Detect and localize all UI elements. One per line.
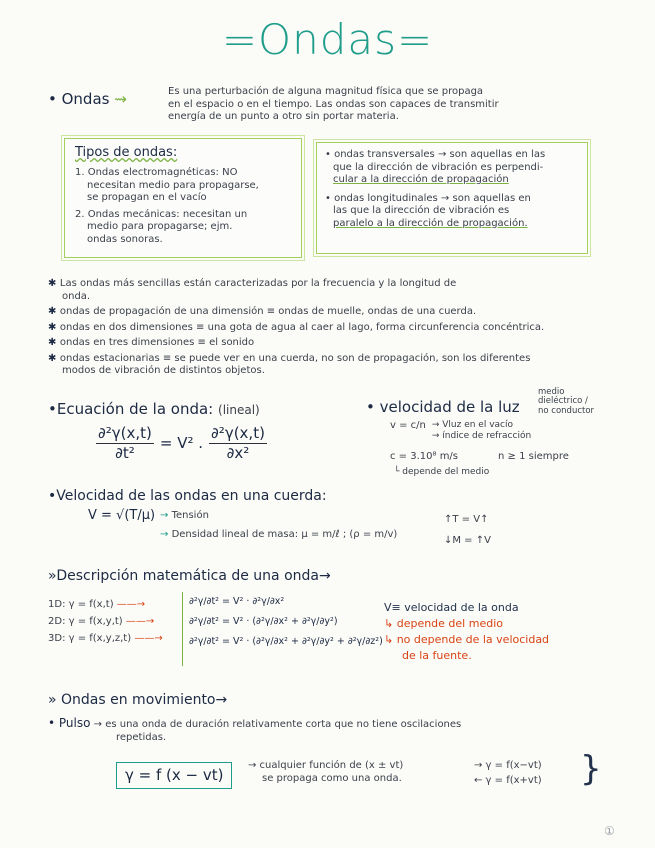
cuerda-densidad: → Densidad lineal de masa: μ = m/ℓ ; (ρ = m/v)	[160, 528, 398, 540]
desc-1d-text: 1D: γ = f(x,t)	[48, 599, 114, 610]
wave-eq-lhs-den: ∂t²	[115, 443, 135, 462]
descripcion-dims	[48, 596, 163, 647]
luz-note-1: medio	[538, 387, 565, 397]
direction-right: → γ = f(x−vt)	[474, 760, 542, 771]
tipos-item-2-line-2: medio para propagarse; ejm.	[87, 221, 233, 233]
intro-line-3: energía de un punto a otro sin portar materia.	[168, 111, 399, 122]
star-item-3-text: ondas en dos dimensiones ≡ una gota de agua al caer al lago, forma circunferencia concéntrica.	[59, 321, 545, 333]
wave-equation	[96, 424, 267, 463]
star-item-3	[48, 322, 608, 335]
cuerda-labels	[160, 510, 397, 541]
luz-formula-row	[390, 420, 569, 443]
cuerda-relations	[444, 514, 491, 547]
tipos-ondas-title: Tipos de ondas:	[75, 145, 178, 160]
pulso-def-2: repetidas.	[116, 731, 167, 743]
ecuacion-heading-text: •Ecuación de la onda:	[48, 400, 214, 418]
intro-definition	[168, 86, 608, 124]
luz-n-cond: n ≥ 1 siempre	[498, 450, 569, 462]
luz-heading: • velocidad de la luz	[366, 398, 520, 416]
intro-label	[48, 90, 127, 109]
intro-label-text: • Ondas	[48, 90, 110, 108]
desc-eq-3: ∂²γ/∂t² = V² · (∂²γ/∂x² + ∂²γ/∂y² + ∂²γ/∂z²)	[189, 635, 383, 647]
pulso-formula-box: γ = f (x − vt)	[116, 762, 232, 789]
intro-line-1: Es una perturbación de alguna magnitud física que se propaga	[168, 86, 484, 97]
tipos-item-1-line-1: 1. Ondas electromagnéticas: NO	[75, 167, 238, 179]
star-item-2-text: ondas de propagación de una dimensión ≡ ondas de muelle, ondas de una cuerda.	[59, 306, 477, 317]
desc-eq-1: ∂²γ/∂t² = V² · ∂²γ/∂x²	[189, 596, 285, 607]
luz-values-row	[390, 451, 569, 464]
wave-eq-rhs-num: ∂²γ(x,t)	[211, 424, 265, 442]
page-title: =Ondas=	[221, 15, 434, 64]
desc-eq-2: ∂²γ/∂t² = V² · (∂²γ/∂x² + ∂²γ/∂y²)	[189, 615, 338, 627]
star-list	[48, 278, 608, 378]
movimiento-heading: » Ondas en movimiento→	[48, 692, 228, 708]
wave-eq-lhs-num: ∂²γ(x,t)	[98, 424, 152, 442]
star-item-1-text: Las ondas más sencillas están caracterizadas por la frecuencia y la longitud de	[59, 278, 457, 289]
pulso-desc-2: se propaga como una onda.	[262, 772, 402, 784]
asterisk-icon: ✱	[48, 306, 60, 317]
luz-depende: └ depende del medio	[394, 467, 490, 477]
ecuacion-sub: (lineal)	[218, 403, 260, 417]
ecuacion-heading	[48, 400, 260, 419]
asterisk-icon: ✱	[48, 352, 60, 364]
luz-c-label: → Vluz en el vacío	[431, 420, 514, 430]
velocidad-onda-notes	[384, 600, 549, 664]
transversales-box	[316, 142, 588, 254]
pulso-label: • Pulso	[48, 716, 91, 730]
luz-formula-block	[390, 420, 569, 478]
luz-n-label: → índice de refracción	[431, 431, 532, 442]
luz-note-3: no conductor	[538, 405, 595, 416]
squiggle-arrow-icon: ⇝	[114, 90, 127, 108]
cuerda-rel-2: ↓M = ↑V	[444, 534, 491, 546]
desc-3d-text: 3D: γ = f(x,y,z,t)	[48, 633, 132, 644]
transversal-line-2: que la dirección de vibración es perpendi-	[333, 161, 544, 173]
star-item-5-cont: modos de vibración de distintos objetos.	[62, 365, 265, 376]
longitudinal-def	[325, 193, 579, 231]
desc-2d-text: 2D: γ = f(x,y,t)	[48, 616, 123, 627]
pulso-def-1: → es una onda de duración relativamente corta que no tiene oscilaciones	[93, 719, 462, 730]
desc-3d: 3D: γ = f(x,y,z,t) ——→	[48, 633, 163, 644]
velocidad-onda-nodepende-1: ↳ no depende de la velocidad	[384, 632, 550, 646]
tipos-item-2-line-1: 2. Ondas mecánicas: necesitan un	[75, 208, 248, 220]
luz-c-value: c = 3.10⁸ m/s	[390, 450, 459, 462]
desc-1d: 1D: γ = f(x,t) ——→	[48, 599, 146, 610]
star-item-1	[48, 278, 608, 291]
star-item-2	[48, 306, 608, 319]
direction-formulas	[474, 758, 542, 788]
cuerda-tension-text: Tensión	[171, 510, 209, 521]
tipos-item-2	[75, 209, 291, 247]
transversal-line-1: • ondas transversales → son aquellas en las	[325, 149, 546, 160]
tipos-item-1-line-3: se propagan en el vacío	[87, 192, 207, 204]
cuerda-rel-1: ↑T = V↑	[444, 514, 489, 525]
desc-2d: 2D: γ = f(x,y,t) ——→	[48, 616, 155, 627]
asterisk-icon: ✱	[48, 321, 60, 333]
cuerda-mu-eq: μ = m/ℓ ; (ρ = m/v)	[301, 528, 398, 540]
cuerda-tension: → Tensión	[160, 510, 209, 521]
longitudinal-line-3: paralelo a la dirección de propagación.	[333, 217, 528, 229]
tipos-item-2-line-3: ondas sonoras.	[87, 233, 163, 245]
asterisk-icon: ✱	[48, 337, 60, 348]
star-item-4	[48, 337, 608, 350]
wave-eq-rhs	[209, 424, 267, 463]
wave-eq-equals: = V² .	[159, 433, 204, 452]
pulso-line-1	[48, 716, 608, 732]
descripcion-heading: »Descripción matemática de una onda→	[48, 568, 331, 584]
page-number: ①	[604, 824, 615, 838]
luz-labels	[432, 420, 531, 443]
velocidad-onda-nodepende-2: de la fuente.	[402, 648, 472, 662]
cuerda-densidad-text: Densidad lineal de masa:	[171, 528, 299, 540]
brace-icon: }	[580, 749, 602, 789]
luz-formula: v = c/n	[390, 420, 426, 431]
asterisk-icon: ✱	[48, 278, 60, 289]
star-item-5	[48, 353, 608, 366]
descripcion-equations	[182, 592, 383, 666]
transversal-def	[325, 149, 579, 187]
star-item-5-text: ondas estacionarias ≡ se puede ver en una cuerda, no son de propagación, son los diferentes	[59, 352, 531, 364]
star-item-1-cont: onda.	[62, 290, 91, 302]
direction-left: ← γ = f(x+vt)	[474, 775, 542, 786]
tipos-ondas-box	[64, 138, 302, 258]
star-item-4-text: ondas en tres dimensiones ≡ el sonido	[59, 337, 255, 348]
luz-note	[538, 388, 594, 416]
intro-line-2: en el espacio o en el tiempo. Las ondas son capaces de transmitir	[168, 98, 499, 110]
velocidad-onda-label: V≡ velocidad de la onda	[384, 601, 519, 614]
cuerda-formula: V = √(T/μ)	[88, 508, 156, 523]
longitudinal-line-1: • ondas longitudinales → son aquellas en	[325, 192, 531, 204]
transversal-line-3: cular a la dirección de propagación	[333, 174, 509, 185]
tipos-item-1-line-2: necesitan medio para propagarse,	[87, 179, 259, 191]
tipos-item-1	[75, 167, 291, 205]
wave-eq-lhs	[96, 424, 154, 463]
wave-eq-rhs-den: ∂x²	[226, 443, 250, 462]
luz-note-2: dieléctrico /	[538, 396, 588, 407]
luz-depende-text: depende del medio	[402, 467, 490, 477]
cuerda-heading: •Velocidad de las ondas en una cuerda:	[48, 488, 327, 504]
longitudinal-line-2: las que la dirección de vibración es	[333, 205, 510, 216]
pulso-formula-desc	[248, 760, 403, 785]
pulso-def	[48, 716, 608, 744]
pulso-desc-1: → cualquier función de (x ± vt)	[248, 760, 404, 771]
velocidad-onda-depende: ↳ depende del medio	[384, 616, 503, 630]
